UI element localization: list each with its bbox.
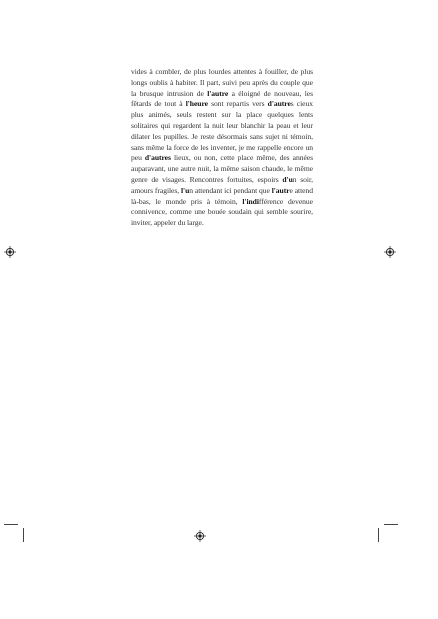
text-run: a éloigné de nouveau, les fêtards de tout à bbox=[131, 88, 313, 109]
text-run: sont repartis vers bbox=[207, 99, 268, 109]
crop-mark-left-horizontal bbox=[4, 524, 18, 525]
text-run: lieux, ou non, cette place même, des années auparavant, une autre nuit, la même saison chaude, le même genre de visages. Rencontres fortuites, espoirs bbox=[131, 153, 313, 184]
body-paragraph bbox=[131, 67, 313, 229]
bold-word: l'autre bbox=[207, 88, 229, 98]
bold-word: d'autre bbox=[267, 99, 291, 109]
crop-mark-right-horizontal bbox=[384, 524, 398, 525]
crop-mark-left-vertical bbox=[23, 528, 24, 542]
bold-word: l'autr bbox=[271, 185, 290, 195]
bold-word: d'autres bbox=[144, 153, 171, 163]
crop-mark-right-vertical bbox=[378, 528, 379, 542]
text-run: vides à combler, de plus lourdes attentes à fouiller, de plus longs oublis à habiter. Il part, suivi peu après du couple que la brusque intrusion de bbox=[131, 67, 313, 98]
registration-mark-right-icon bbox=[384, 246, 396, 258]
bold-word: l'u bbox=[181, 185, 190, 195]
text-run: e attend là-bas, le monde pris à témoin, bbox=[131, 185, 313, 206]
registration-mark-bottom-icon bbox=[194, 530, 206, 542]
text-run: s cieux plus animés, seuls restent sur la place quelques lents solitaires qui regardent la nuit leur blanchir la peau et leur dilater les pupilles. Je reste désormais sans sujet ni témoin, sans même la force de les inventer, je me rappelle encore un peu bbox=[131, 99, 313, 163]
text-run: n soir, amours fragiles, bbox=[131, 174, 313, 195]
bold-word: d'u bbox=[282, 174, 293, 184]
bold-word: l'indi bbox=[242, 196, 259, 206]
text-run: n attendant ici pendant que bbox=[189, 185, 272, 195]
text-run: fférence devenue connivence, comme une bouée soudain qui semble sourire, inviter, appeler du large. bbox=[131, 196, 313, 228]
registration-mark-left-icon bbox=[4, 246, 16, 258]
bold-word: l'heure bbox=[185, 99, 208, 109]
